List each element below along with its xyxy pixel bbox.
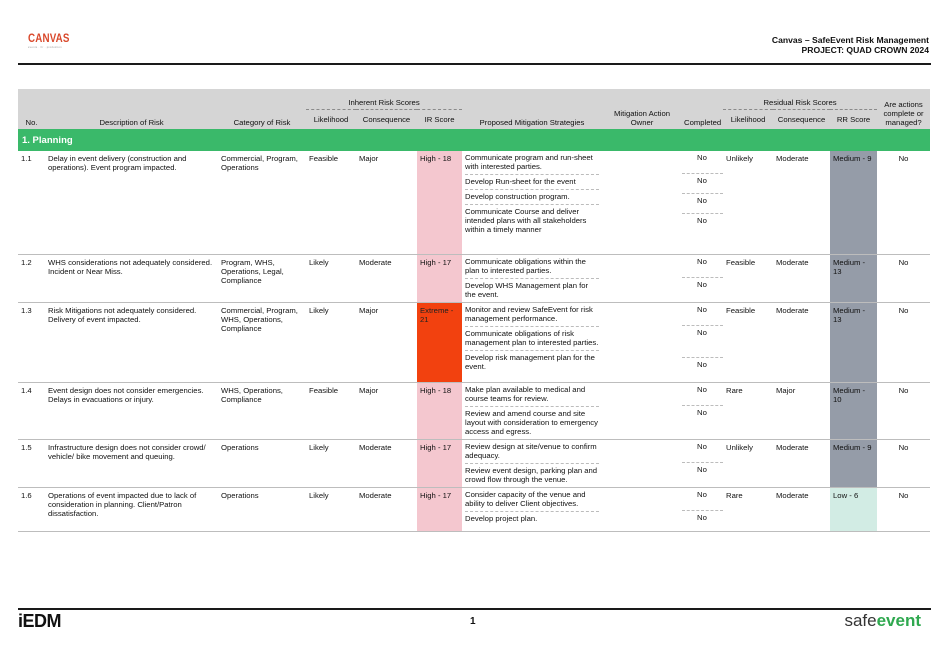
mitigation-item: Monitor and review SafeEvent for risk management performance. xyxy=(465,303,599,327)
action-owner xyxy=(602,440,682,488)
footer-divider xyxy=(18,608,931,610)
completed-value: No xyxy=(682,440,723,463)
inherent-likelihood: Likely xyxy=(306,255,356,303)
header-divider xyxy=(18,63,931,65)
risk-category: WHS, Operations, Compliance xyxy=(218,383,306,440)
safeevent-logo-safe: safe xyxy=(844,611,877,630)
completed-value: No xyxy=(682,326,723,358)
project-name: PROJECT: QUAD CROWN 2024 xyxy=(801,45,929,55)
mitigation-item: Develop project plan. xyxy=(465,514,538,523)
inherent-consequence: Major xyxy=(356,303,417,383)
actions-managed: No xyxy=(877,151,930,255)
rr-score: Low - 6 xyxy=(830,488,877,532)
section-title-planning: 1. Planning xyxy=(18,129,930,151)
ir-score: High - 17 xyxy=(417,255,462,303)
inherent-likelihood: Likely xyxy=(306,488,356,532)
risk-description: WHS considerations not adequately considered. Incident or Near Miss. xyxy=(45,255,218,303)
mitigation-item: Communicate obligations of risk management plan to interested parties. xyxy=(465,327,599,351)
risk-description: Delay in event delivery (construction and operations). Event program impacted. xyxy=(45,151,218,255)
risk-number: 1.2 xyxy=(18,255,45,303)
col-header-consequence: Consequence xyxy=(356,109,417,129)
completed-value: No xyxy=(682,383,723,406)
mitigation-item: Review and amend course and site layout with consideration to emergency access and egress. xyxy=(465,409,598,436)
mitigation-list xyxy=(462,255,602,303)
canvas-logo xyxy=(28,33,74,49)
col-header-managed: Are actions complete or managed? xyxy=(877,89,930,129)
inherent-consequence: Moderate xyxy=(356,488,417,532)
mitigation-item: Review design at site/venue to confirm adequacy. xyxy=(465,440,599,464)
risk-description: Infrastructure design does not consider crowd/ vehicle/ bike movement and queuing. xyxy=(45,440,218,488)
mitigation-item: Review event design, parking plan and crowd flow through the venue. xyxy=(465,466,598,484)
col-header-likelihood: Likelihood xyxy=(306,109,356,129)
risk-number: 1.3 xyxy=(18,303,45,383)
actions-managed: No xyxy=(877,383,930,440)
document-title: Canvas – SafeEvent Risk Management xyxy=(771,35,929,45)
completed-list xyxy=(682,488,723,532)
table-row xyxy=(18,383,930,440)
col-header-ir-score: IR Score xyxy=(417,109,462,129)
completed-value: No xyxy=(697,360,707,369)
residual-likelihood: Unlikely xyxy=(723,440,773,488)
inherent-consequence: Major xyxy=(356,151,417,255)
risk-number: 1.4 xyxy=(18,383,45,440)
completed-value: No xyxy=(682,303,723,326)
completed-value: No xyxy=(682,174,723,194)
completed-value: No xyxy=(697,465,707,474)
completed-value: No xyxy=(682,255,723,278)
risk-description: Risk Mitigations not adequately considered. Delivery of event impacted. xyxy=(45,303,218,383)
col-header-inherent-group: Inherent Risk Scores xyxy=(306,89,462,109)
risk-category: Commercial, Program, WHS, Operations, Compliance xyxy=(218,303,306,383)
residual-likelihood: Rare xyxy=(723,488,773,532)
risk-register-table xyxy=(18,89,930,532)
risk-number: 1.6 xyxy=(18,488,45,532)
mitigation-item: Communicate obligations within the plan to interested parties. xyxy=(465,255,599,279)
inherent-likelihood: Likely xyxy=(306,440,356,488)
actions-managed: No xyxy=(877,440,930,488)
col-header-rr-score: RR Score xyxy=(830,109,877,129)
completed-list xyxy=(682,151,723,255)
col-header-owner: Mitigation Action Owner xyxy=(602,89,682,129)
mitigation-item: Communicate Course and deliver intended plans with all stakeholders within a timely manner xyxy=(465,207,587,234)
col-header-category: Category of Risk xyxy=(218,89,306,129)
col-header-res-likelihood: Likelihood xyxy=(723,109,773,129)
completed-value: No xyxy=(697,408,707,417)
inherent-consequence: Moderate xyxy=(356,440,417,488)
table-row xyxy=(18,151,930,255)
residual-likelihood: Feasible xyxy=(723,255,773,303)
mitigation-list xyxy=(462,488,602,532)
ir-score: High - 18 xyxy=(417,151,462,255)
document-header xyxy=(772,35,929,55)
mitigation-item: Develop WHS Management plan for the event. xyxy=(465,281,589,299)
ir-score: High - 18 xyxy=(417,383,462,440)
inherent-likelihood: Feasible xyxy=(306,383,356,440)
rr-score: Medium - 13 xyxy=(830,255,877,303)
completed-value: No xyxy=(697,280,707,289)
canvas-logo-word: CANVAS xyxy=(28,33,70,45)
safeevent-logo-event: event xyxy=(876,611,921,630)
canvas-logo-tagline: events · hr · production xyxy=(28,46,62,49)
residual-likelihood: Unlikely xyxy=(723,151,773,255)
residual-consequence: Moderate xyxy=(773,488,830,532)
col-header-completed: Completed xyxy=(682,89,723,129)
rr-score: Medium - 13 xyxy=(830,303,877,383)
actions-managed: No xyxy=(877,488,930,532)
actions-managed: No xyxy=(877,255,930,303)
mitigation-item: Communicate program and run-sheet with interested parties. xyxy=(465,151,599,175)
action-owner xyxy=(602,303,682,383)
table-row xyxy=(18,488,930,532)
residual-consequence: Moderate xyxy=(773,440,830,488)
table-row xyxy=(18,255,930,303)
risk-number: 1.5 xyxy=(18,440,45,488)
completed-value: No xyxy=(682,194,723,214)
residual-consequence: Moderate xyxy=(773,303,830,383)
mitigation-list xyxy=(462,440,602,488)
table-row xyxy=(18,440,930,488)
action-owner xyxy=(602,488,682,532)
ir-score: High - 17 xyxy=(417,440,462,488)
risk-category: Operations xyxy=(218,440,306,488)
completed-value: No xyxy=(697,216,707,225)
completed-list xyxy=(682,255,723,303)
rr-score: Medium - 9 xyxy=(830,440,877,488)
mitigation-list xyxy=(462,303,602,383)
residual-likelihood: Feasible xyxy=(723,303,773,383)
risk-category: Commercial, Program, Operations xyxy=(218,151,306,255)
inherent-consequence: Moderate xyxy=(356,255,417,303)
completed-value: No xyxy=(697,513,707,522)
residual-consequence: Major xyxy=(773,383,830,440)
actions-managed: No xyxy=(877,303,930,383)
mitigation-item: Develop risk management plan for the event. xyxy=(465,353,595,371)
mitigation-item: Develop construction program. xyxy=(465,190,599,205)
residual-consequence: Moderate xyxy=(773,151,830,255)
rr-score: Medium - 10 xyxy=(830,383,877,440)
col-header-mitigation: Proposed Mitigation Strategies xyxy=(462,89,602,129)
completed-value: No xyxy=(682,151,723,174)
inherent-likelihood: Feasible xyxy=(306,151,356,255)
inherent-likelihood: Likely xyxy=(306,303,356,383)
table-row xyxy=(18,303,930,383)
mitigation-list xyxy=(462,151,602,255)
risk-description: Event design does not consider emergencies. Delays in evacuations or injury. xyxy=(45,383,218,440)
rr-score: Medium - 9 xyxy=(830,151,877,255)
action-owner xyxy=(602,151,682,255)
action-owner xyxy=(602,383,682,440)
col-header-res-consequence: Consequence xyxy=(773,109,830,129)
mitigation-list xyxy=(462,383,602,440)
completed-value: No xyxy=(682,488,723,511)
residual-likelihood: Rare xyxy=(723,383,773,440)
col-header-description: Description of Risk xyxy=(45,89,218,129)
mitigation-item: Develop Run-sheet for the event xyxy=(465,175,599,190)
col-header-no: No. xyxy=(18,89,45,129)
risk-category: Operations xyxy=(218,488,306,532)
ir-score: High - 17 xyxy=(417,488,462,532)
action-owner xyxy=(602,255,682,303)
risk-description: Operations of event impacted due to lack of consideration in planning. Client/Patron dissatisfaction. xyxy=(45,488,218,532)
risk-category: Program, WHS, Operations, Legal, Compliance xyxy=(218,255,306,303)
completed-list xyxy=(682,440,723,488)
ir-score: Extreme - 21 xyxy=(417,303,462,383)
iedm-logo: iEDM xyxy=(18,611,61,631)
page-number: 1 xyxy=(470,616,476,627)
risk-number: 1.1 xyxy=(18,151,45,255)
inherent-consequence: Major xyxy=(356,383,417,440)
residual-consequence: Moderate xyxy=(773,255,830,303)
mitigation-item: Consider capacity of the venue and ability to deliver Client objectives. xyxy=(465,488,599,512)
completed-list xyxy=(682,303,723,383)
col-header-residual-group: Residual Risk Scores xyxy=(723,89,877,109)
safeevent-logo xyxy=(844,611,921,631)
mitigation-item: Make plan available to medical and course teams for review. xyxy=(465,383,599,407)
completed-list xyxy=(682,383,723,440)
